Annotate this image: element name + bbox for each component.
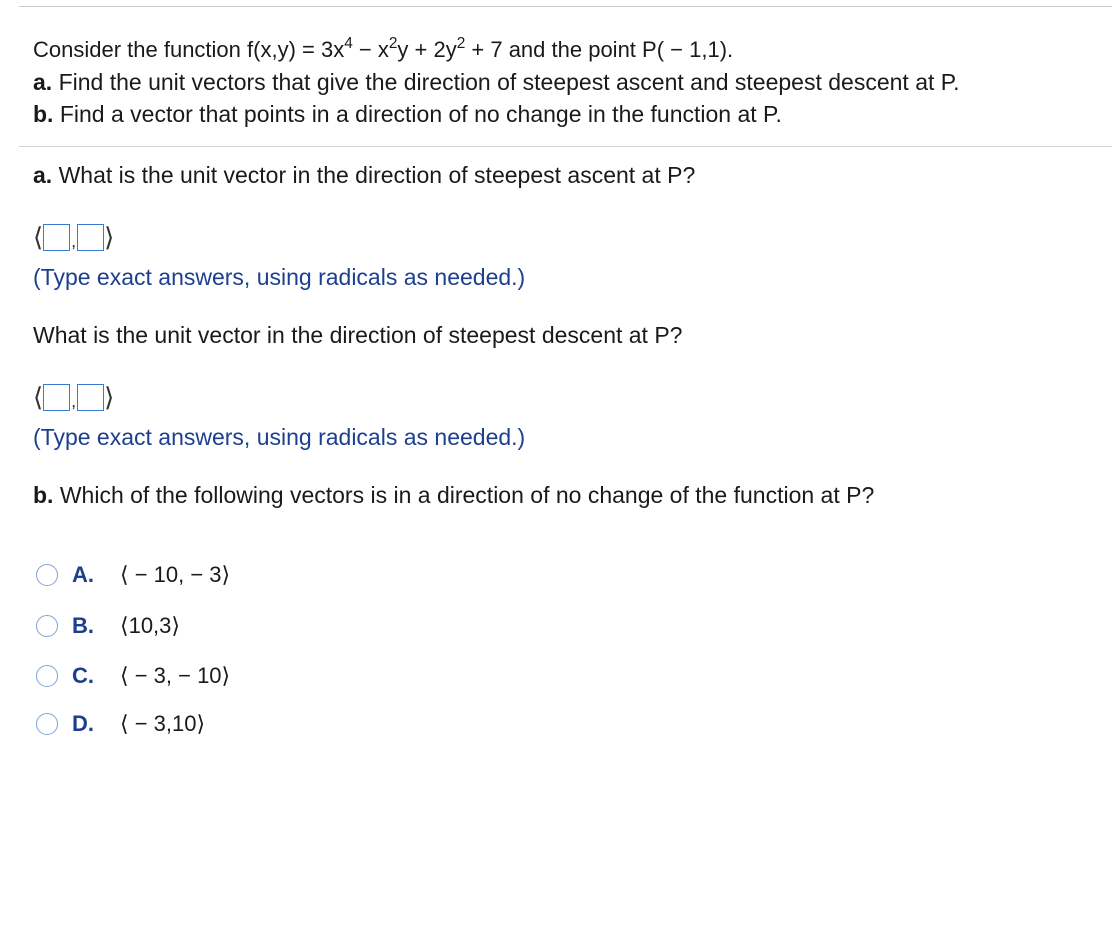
option-value: ⟨ − 3, − 10⟩ — [120, 663, 231, 688]
comma: , — [71, 390, 77, 411]
descent-x-input[interactable] — [43, 384, 70, 411]
option-b[interactable] — [36, 611, 180, 641]
radio-button[interactable] — [36, 665, 58, 687]
ascent-hint: (Type exact answers, using radicals as needed.) — [33, 264, 526, 290]
ascent-y-input[interactable] — [77, 224, 104, 251]
right-angle-bracket: ⟩ — [104, 382, 115, 412]
part-a-text: Find the unit vectors that give the direction of steepest ascent and steepest descent at P. — [52, 69, 960, 95]
section-divider — [19, 146, 1112, 147]
option-value: ⟨ − 3,10⟩ — [120, 711, 206, 736]
descent-y-input[interactable] — [77, 384, 104, 411]
option-a[interactable] — [36, 560, 230, 590]
problem-part-a — [33, 67, 960, 97]
option-value: ⟨ − 10, − 3⟩ — [120, 562, 231, 587]
ascent-x-input[interactable] — [43, 224, 70, 251]
question-ascent-text: What is the unit vector in the direction of steepest ascent at P? — [52, 162, 696, 188]
part-a-label: a. — [33, 69, 53, 95]
part-b-label: b. — [33, 101, 54, 127]
problem-statement — [33, 34, 733, 65]
part-b-text: Find a vector that points in a direction of no change in the function at P. — [53, 101, 782, 127]
option-label: A. — [72, 562, 94, 587]
question-ascent-label: a. — [33, 162, 53, 188]
question-no-change-text: Which of the following vectors is in a direction of no change of the function at P? — [53, 482, 875, 508]
option-d[interactable] — [36, 709, 205, 739]
left-angle-bracket: ⟨ — [33, 222, 44, 252]
radio-button[interactable] — [36, 615, 58, 637]
left-angle-bracket: ⟨ — [33, 382, 44, 412]
question-ascent — [33, 160, 695, 190]
radio-button[interactable] — [36, 564, 58, 586]
descent-hint: (Type exact answers, using radicals as needed.) — [33, 424, 526, 450]
option-label: C. — [72, 663, 94, 688]
problem-intro: Consider the function $f(x,y) = 3x^4 - x^2y + 2y^2 + 7$ and the point P( − 1,1). — [33, 34, 734, 62]
option-value: ⟨10,3⟩ — [120, 613, 180, 638]
top-divider — [19, 6, 1112, 7]
option-label: D. — [72, 711, 94, 736]
radio-button[interactable] — [36, 713, 58, 735]
question-no-change — [33, 480, 874, 510]
comma: , — [71, 230, 77, 251]
right-angle-bracket: ⟩ — [104, 222, 115, 252]
question-no-change-label: b. — [33, 482, 54, 508]
question-descent: What is the unit vector in the direction of steepest descent at P? — [33, 322, 683, 348]
descent-vector-input — [33, 380, 114, 414]
option-label: B. — [72, 613, 94, 638]
problem-part-b — [33, 99, 782, 129]
ascent-vector-input — [33, 220, 114, 254]
option-c[interactable] — [36, 661, 230, 691]
